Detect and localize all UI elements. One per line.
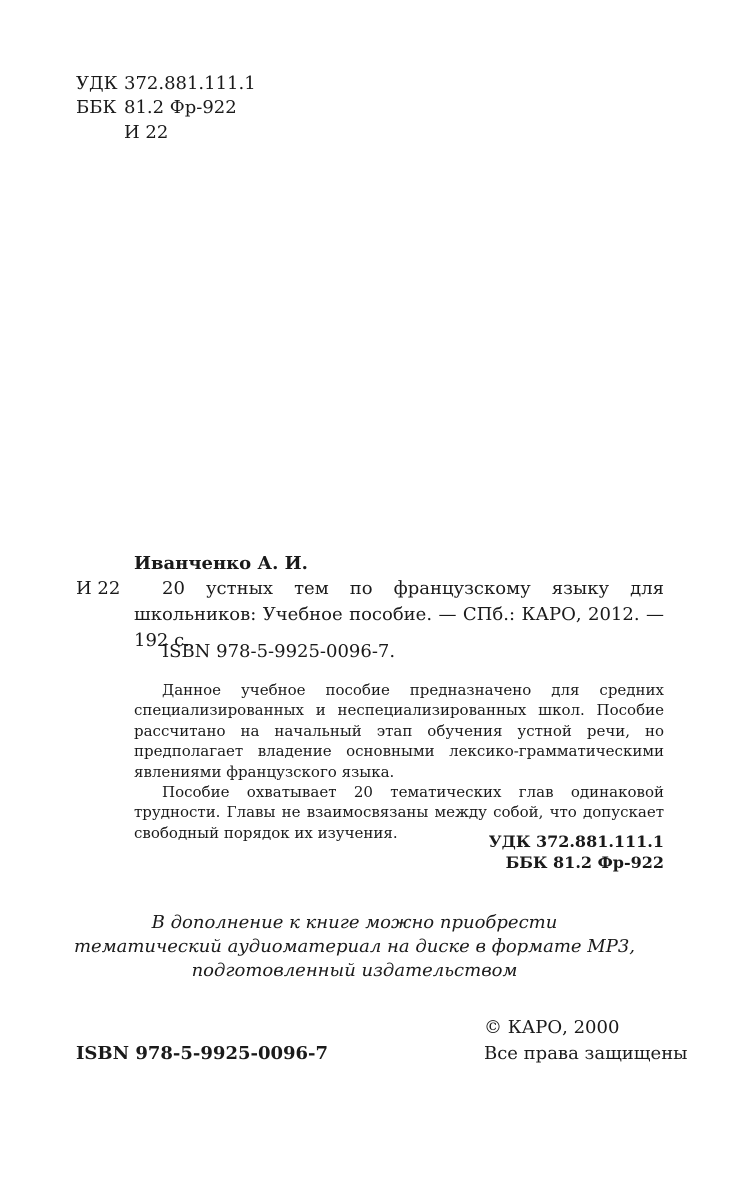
author-name: Иванченко А. И.	[134, 553, 308, 574]
classification-block	[489, 831, 664, 873]
classification-bbk: ББК 81.2 Фр-922	[505, 853, 664, 872]
abstract	[134, 680, 664, 843]
footer-isbn: ISBN 978-5-9925-0096-7	[76, 1043, 329, 1064]
supplement-line-3: подготовленный издательством	[191, 960, 518, 981]
rights-reserved: Все права защищены	[484, 1043, 688, 1064]
copyright: © КАРО, 2000	[484, 1017, 620, 1038]
index-mark: И 22	[76, 578, 121, 599]
entry-isbn: ISBN 978-5-9925-0096-7.	[162, 641, 396, 662]
classification-udk: УДК 372.881.111.1	[488, 832, 664, 851]
abstract-paragraph-1: Данное учебное пособие предназначено для средних специализированных и неспециализированных школ. Пособие рассчитано на начальный этап обучения устной речи, но предполагает владение основными лексико-грамматическими явлениями французского языка.	[134, 681, 664, 781]
supplement-line-2: тематический аудиоматериал на диске в формате МР3,	[73, 936, 635, 957]
bbk-label: ББК	[76, 97, 117, 118]
udk-value: 372.881.111.1	[124, 73, 256, 94]
author-mark: И 22	[124, 122, 169, 143]
abstract-paragraph-2: Пособие охватывает 20 тематических глав одинаковой трудности. Главы не взаимосвязаны между собой, что допускает свободный порядок их изучения.	[134, 783, 664, 842]
udk-label: УДК	[76, 73, 118, 94]
bbk-value: 81.2 Фр-922	[124, 97, 237, 118]
bibliographic-title: 20 устных тем по французскому языку для школьников: Учебное пособие. — СПб.: КАРО, 2012. — 192 с.	[134, 578, 664, 651]
supplement-note	[0, 911, 739, 983]
supplement-line-1: В дополнение к книге можно приобрести	[151, 912, 558, 933]
